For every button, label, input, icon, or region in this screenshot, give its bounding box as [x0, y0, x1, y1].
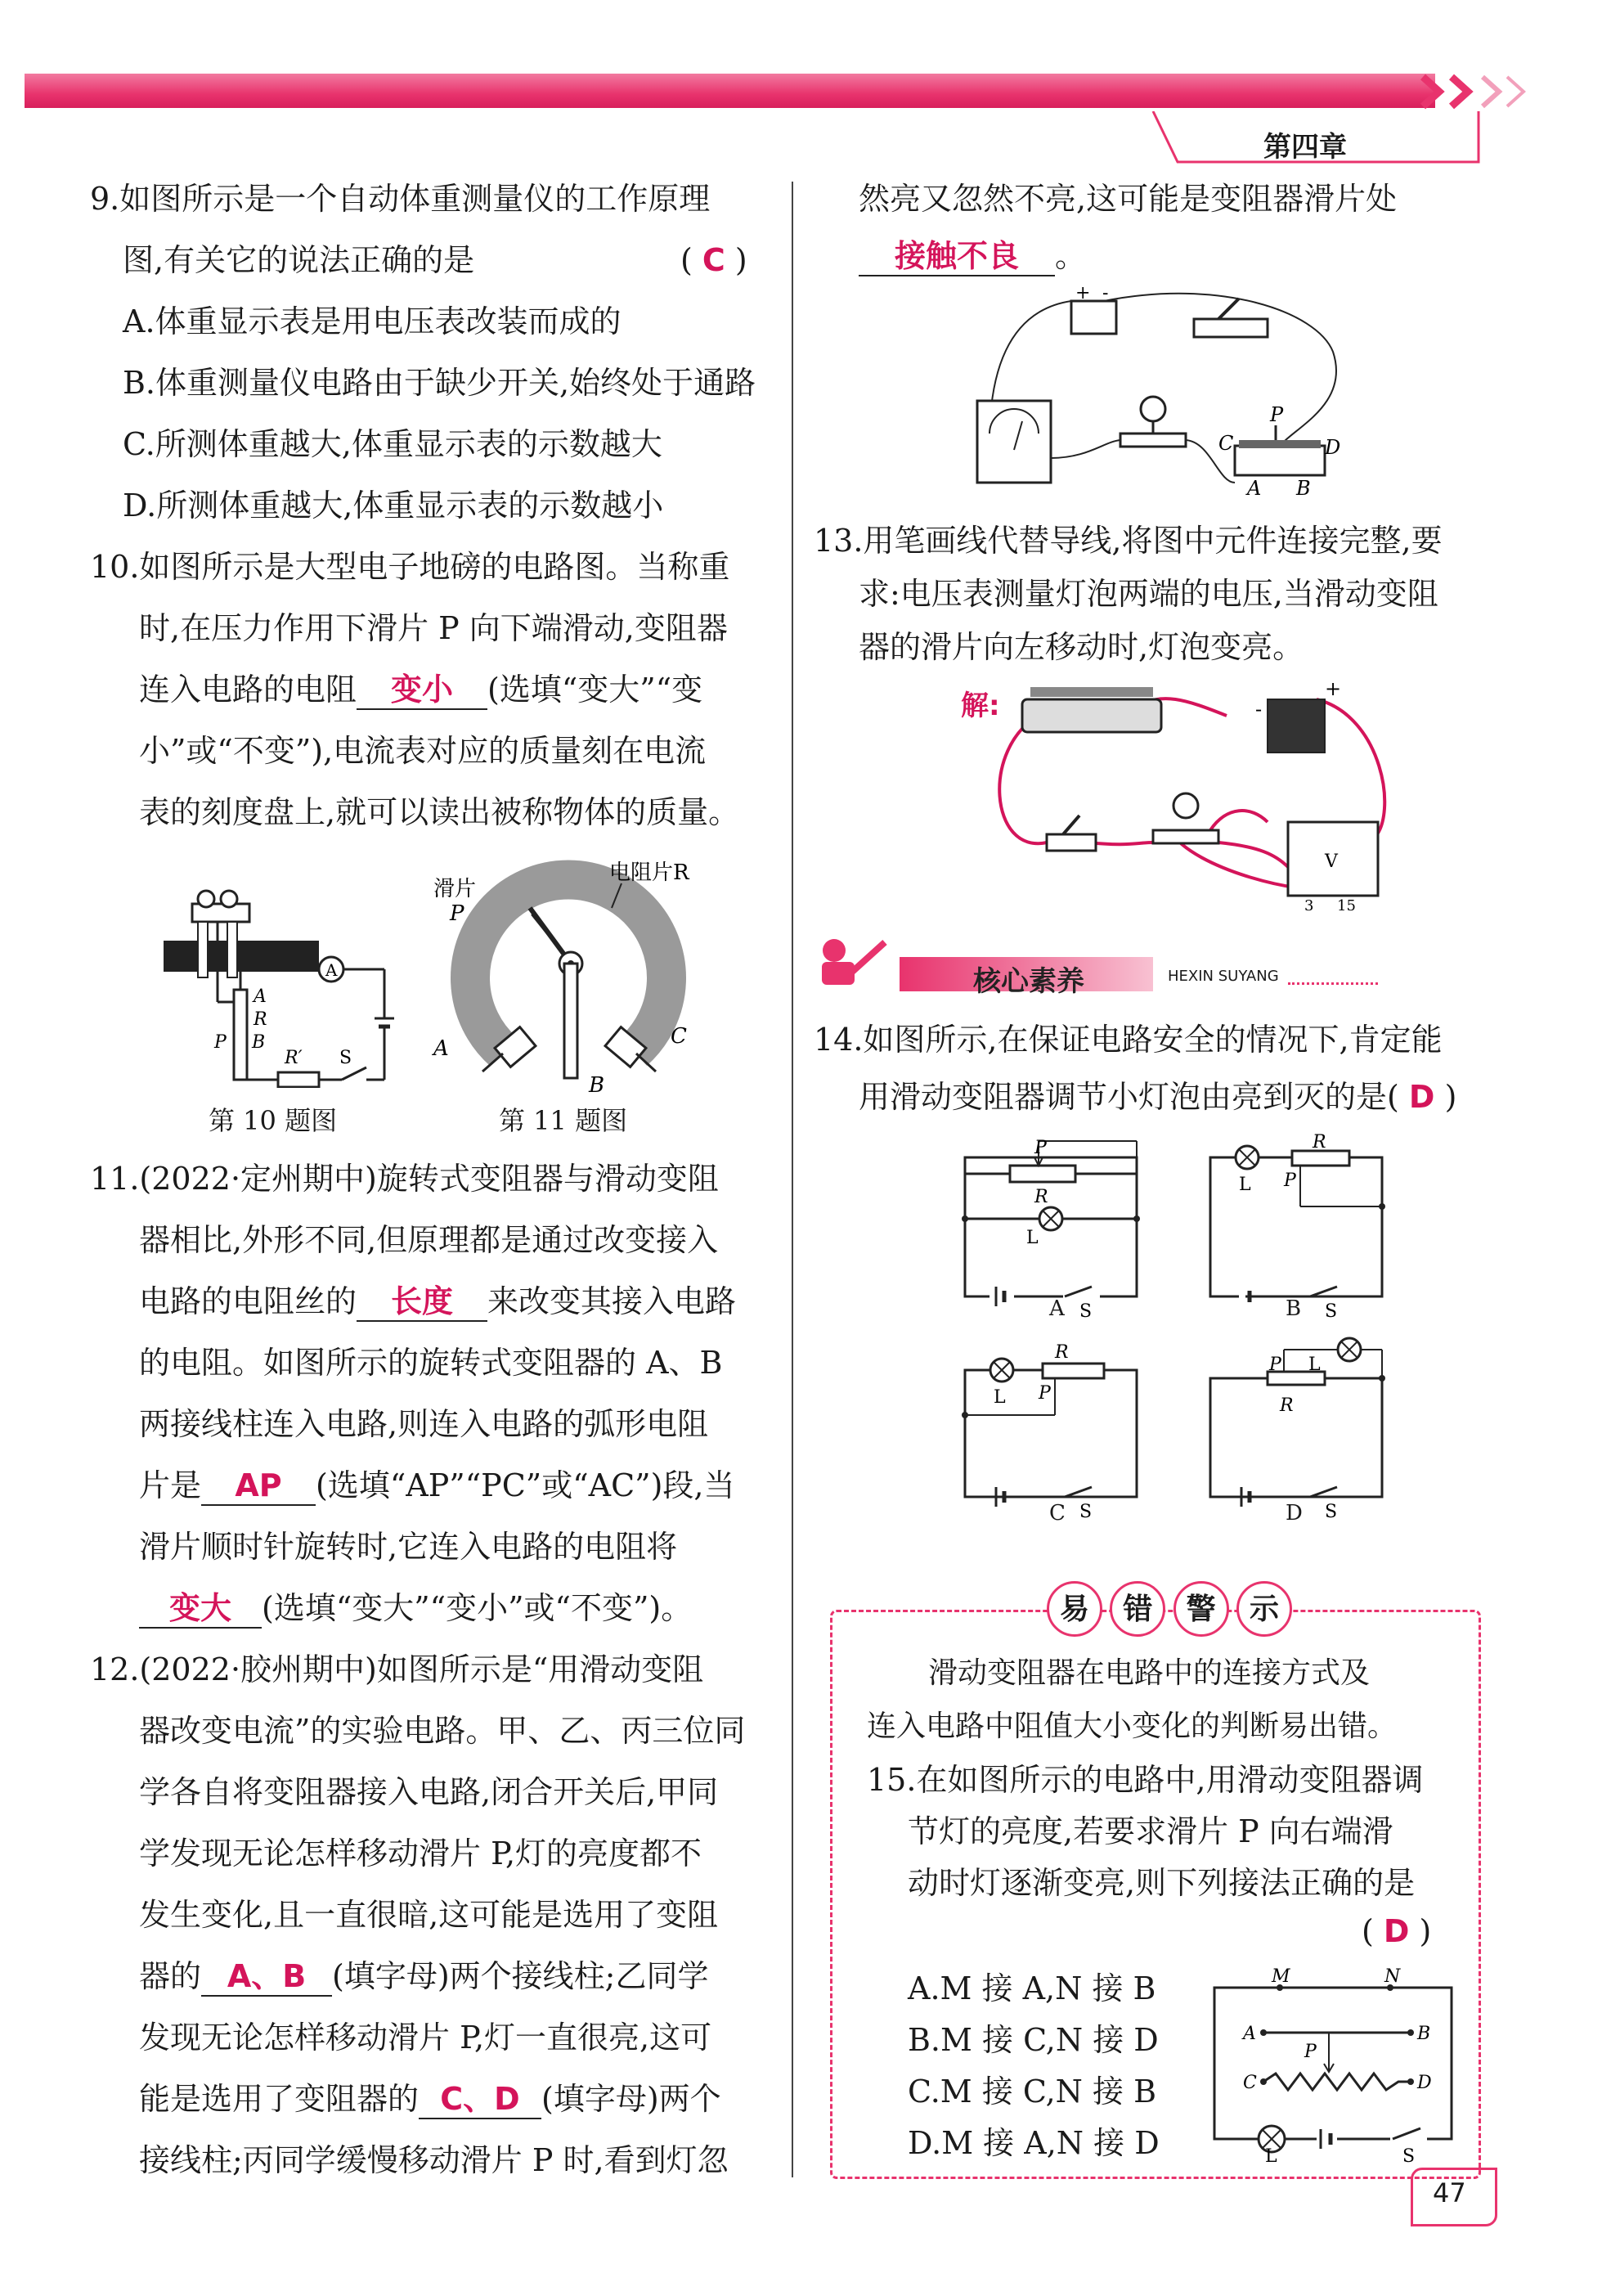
q12-line10: 然亮又忽然不亮,这可能是变阻器滑片处	[859, 181, 1398, 217]
fig11-label-b: B	[589, 1073, 605, 1096]
fig15-label-c: C	[1243, 2073, 1257, 2093]
q14-circuit-a	[957, 1133, 1145, 1321]
q11-answer-3: 变大	[168, 1590, 231, 1626]
q10-answer: 变小	[391, 672, 454, 708]
q12-line3: 学各自将变阻器接入电路,闭合开关后,甲同	[139, 1774, 719, 1810]
q12-line5: 发生变化,且一直很暗,这可能是选用了变阻	[139, 1897, 719, 1933]
q12-line11	[859, 239, 1086, 276]
q14-close: )	[1444, 1079, 1457, 1115]
q10-line4: 小”或“不变”),电流表对应的质量刻在电流	[139, 733, 707, 769]
q15-option-c: C.M 接 C,N 接 B	[908, 2074, 1157, 2110]
q14d-label-l: L	[1308, 1355, 1321, 1375]
q14-answer: D	[1408, 1079, 1435, 1115]
q11-line4: 的电阻。如图所示的旋转式变阻器的 A、B	[139, 1345, 723, 1381]
fig12-label-b: B	[1296, 477, 1311, 500]
q15-option-a: A.M 接 A,N 接 B	[908, 1970, 1156, 2006]
q9-line2: 图,有关它的说法正确的是	[123, 242, 475, 278]
q11-line3-b: 来改变其接入电路	[487, 1283, 737, 1319]
q13-line3: 器的滑片向左移动时,灯泡变亮。	[859, 629, 1304, 665]
q15-option-b: B.M 接 C,N 接 D	[908, 2022, 1159, 2058]
q14c-label-s: S	[1079, 1502, 1093, 1521]
warning-intro-1: 滑动变阻器在电路中的连接方式及	[928, 1656, 1371, 1690]
figure-12-experiment	[957, 278, 1341, 507]
q12-answer-2: C、D	[440, 2081, 520, 2117]
q12-line11-b: 。	[1055, 238, 1087, 274]
q9-answer-bracket: ( C )	[680, 242, 747, 278]
q11-line6	[139, 1468, 734, 1506]
fig15-label-p: P	[1304, 2042, 1317, 2062]
warning-title-char-1: 易	[1047, 1581, 1102, 1637]
fig11-label-slider: 滑片	[433, 877, 477, 901]
header-chevrons	[1419, 70, 1533, 113]
fig12-label-d: D	[1325, 436, 1341, 459]
fig11-label-c: C	[671, 1024, 687, 1049]
fig15-label-b: B	[1417, 2024, 1431, 2044]
q14-circuit-d	[1202, 1333, 1390, 1521]
q12-line4: 学发现无论怎样移动滑片 P,灯的亮度都不	[139, 1835, 702, 1871]
chapter-title: 第四章	[1263, 131, 1347, 164]
section-dotted-line	[1288, 982, 1378, 985]
q10-line3-a: 连入电路的电阻	[139, 672, 357, 708]
fig15-label-s: S	[1402, 2146, 1416, 2163]
warning-title-char-3: 警	[1173, 1581, 1229, 1637]
q9-option-c: C.所测体重越大,体重显示表的示数越大	[123, 426, 662, 462]
q11-line7: 滑片顺时针旋转时,它连入电路的电阻将	[139, 1529, 678, 1565]
q9-line1: 9.如图所示是一个自动体重测量仪的工作原理	[90, 181, 711, 217]
q11-line5: 两接线柱连入电路,则连入电路的弧形电阻	[139, 1406, 709, 1442]
q14d-label-p: P	[1269, 1355, 1281, 1375]
q9-option-d: D.所测体重越大,体重显示表的示数越小	[123, 488, 664, 523]
q11-line3	[139, 1284, 736, 1322]
q12-line9: 接线柱;丙同学缓慢移动滑片 P 时,看到灯忽	[139, 2142, 729, 2178]
fig11-label-a: A	[433, 1036, 449, 1061]
fig15-label-m: M	[1272, 1967, 1290, 1987]
q12-line8	[139, 2082, 721, 2119]
column-divider	[792, 182, 793, 2177]
q14c-label-l: L	[994, 1387, 1006, 1408]
section-pinyin: HEXIN SUYANG	[1168, 968, 1279, 985]
q14c-label-p: P	[1039, 1383, 1051, 1404]
q14b-label-p: P	[1284, 1170, 1296, 1191]
q14d-label-s: S	[1325, 1502, 1338, 1521]
q14d-label-r: R	[1280, 1395, 1294, 1416]
warning-title-char-2: 错	[1110, 1581, 1165, 1637]
fig13-label-plus: +	[1325, 683, 1342, 700]
fig13-label-minus: -	[1255, 698, 1263, 721]
fig15-label-d: D	[1417, 2073, 1432, 2093]
fig11-label-resistor: 电阻片R	[609, 860, 689, 885]
q10-line5: 表的刻度盘上,就可以读出被称物体的质量。	[139, 794, 740, 830]
q11-line1: 11.(2022·定州期中)旋转式变阻器与滑动变阻	[90, 1161, 719, 1197]
warning-title	[1047, 1580, 1292, 1638]
q14b-label-l: L	[1239, 1175, 1251, 1195]
figure-10-circuit	[155, 887, 409, 1088]
warning-title-char-4: 示	[1236, 1581, 1292, 1637]
q14-option-d-label: D	[1286, 1501, 1303, 1525]
figure-13-circuit	[998, 683, 1407, 916]
q11-line8-b: (选填“变大”“变小”或“不变”)。	[262, 1590, 693, 1626]
q15-line3: 动时灯逐渐变亮,则下列接法正确的是	[908, 1865, 1416, 1901]
q11-answer-2: AP	[235, 1467, 282, 1503]
q11-line6-b: (选填“AP”“PC”或“AC”)段,当	[316, 1467, 735, 1503]
q10-line1: 10.如图所示是大型电子地磅的电路图。当称重	[90, 549, 730, 585]
q11-line3-a: 电路的电阻丝的	[139, 1283, 357, 1319]
q13-line2: 求:电压表测量灯泡两端的电压,当滑动变阻	[859, 576, 1438, 612]
fig12-label-plus: +	[1075, 283, 1091, 303]
q15-answer-bracket: ( D )	[1362, 1913, 1432, 1949]
q14-line2	[859, 1080, 1456, 1116]
fig12-label-c: C	[1218, 432, 1234, 455]
q15-line1: 15.在如图所示的电路中,用滑动变阻器调	[867, 1762, 1424, 1798]
q12-line1: 12.(2022·胶州期中)如图所示是“用滑动变阻	[90, 1651, 704, 1687]
q9-option-a: A.体重显示表是用电压表改装而成的	[123, 303, 622, 339]
q14a-label-l: L	[1026, 1228, 1039, 1248]
q14-option-b-label: B	[1286, 1296, 1302, 1321]
q9-answer: C	[702, 242, 725, 278]
fig10-label-b: B	[252, 1032, 266, 1053]
q9-option-b: B.体重测量仪电路由于缺少开关,始终处于通路	[123, 365, 756, 401]
q11-line8	[139, 1591, 692, 1629]
fig12-label-p: P	[1270, 403, 1284, 426]
figure-15-circuit	[1206, 1967, 1468, 2163]
q11-answer-1: 长度	[391, 1283, 454, 1319]
fig12-label-minus: -	[1102, 283, 1109, 303]
fig13-label-v: V	[1325, 851, 1338, 872]
q15-line2: 节灯的亮度,若要求滑片 P 向右端滑	[908, 1813, 1393, 1849]
q12-line8-a: 能是选用了变阻器的	[139, 2081, 420, 2117]
fig10-label-s: S	[339, 1048, 352, 1068]
q13-solution-label: 解:	[961, 690, 1000, 722]
q14a-label-s: S	[1079, 1301, 1093, 1321]
q12-line7: 发现无论怎样移动滑片 P,灯一直很亮,这可	[139, 2020, 712, 2056]
q12-answer-1: A、B	[227, 1958, 307, 1994]
header-bar	[25, 74, 1435, 108]
q10-line3	[139, 672, 702, 710]
q12-line8-b: (填字母)两个	[541, 2081, 721, 2117]
q14a-label-p: P	[1034, 1138, 1047, 1158]
svg-text:A: A	[325, 960, 338, 980]
q12-answer-3: 接触不良	[894, 238, 1019, 274]
q14b-label-s: S	[1325, 1301, 1338, 1321]
fig12-label-a: A	[1247, 477, 1262, 500]
page-number: 47	[1433, 2177, 1466, 2208]
q12-line6-a: 器的	[139, 1958, 202, 1994]
warning-intro-2: 连入电路中阻值大小变化的判断易出错。	[867, 1710, 1398, 1743]
fig10-label-a: A	[254, 986, 267, 1007]
fig10-label-p: P	[214, 1032, 227, 1053]
q10-line2: 时,在压力作用下滑片 P 向下端滑动,变阻器	[139, 610, 728, 646]
q14-option-c-label: C	[1049, 1501, 1066, 1525]
q14-option-a-label: A	[1049, 1296, 1065, 1321]
q14-circuit-b	[1202, 1133, 1390, 1321]
fig11-caption: 第 11 题图	[499, 1105, 628, 1136]
q14c-label-r: R	[1055, 1342, 1069, 1363]
q14a-label-r: R	[1034, 1187, 1048, 1207]
section-title: 核心素养	[973, 965, 1084, 998]
q14-circuit-c	[957, 1333, 1145, 1521]
fig10-caption: 第 10 题图	[209, 1105, 338, 1136]
q13-line1: 13.用笔画线代替导线,将图中元件连接完整,要	[814, 523, 1443, 559]
fig13-label-3: 3	[1304, 897, 1314, 914]
q15-answer: D	[1383, 1913, 1410, 1949]
q12-line6	[139, 1959, 708, 1997]
figure-11-rotary-resistor	[425, 859, 720, 1096]
q14-line2-text: 用滑动变阻器调节小灯泡由亮到灭的是(	[859, 1079, 1399, 1115]
q11-line6-a: 片是	[139, 1467, 202, 1503]
q15-option-d: D.M 接 A,N 接 D	[908, 2125, 1160, 2161]
q12-line2: 器改变电流”的实验电路。甲、乙、丙三位同	[139, 1713, 746, 1749]
fig11-label-p: P	[450, 901, 464, 926]
fig15-label-n: N	[1384, 1967, 1401, 1987]
fig15-label-a: A	[1243, 2024, 1256, 2044]
q12-line6-b: (填字母)两个接线柱;乙同学	[332, 1958, 709, 1994]
q14b-label-r: R	[1313, 1133, 1326, 1152]
fig13-label-15: 15	[1337, 897, 1356, 914]
q14-line1: 14.如图所示,在保证电路安全的情况下,肯定能	[814, 1022, 1443, 1058]
fig10-label-r-prime: R′	[285, 1048, 303, 1068]
fig10-label-r: R	[254, 1009, 267, 1030]
q11-line2: 器相比,外形不同,但原理都是通过改变接入	[139, 1222, 719, 1258]
q10-line3-b: (选填“变大”“变	[487, 672, 703, 708]
fig15-label-l: L	[1265, 2146, 1277, 2163]
section-pencil-icon	[810, 932, 891, 990]
